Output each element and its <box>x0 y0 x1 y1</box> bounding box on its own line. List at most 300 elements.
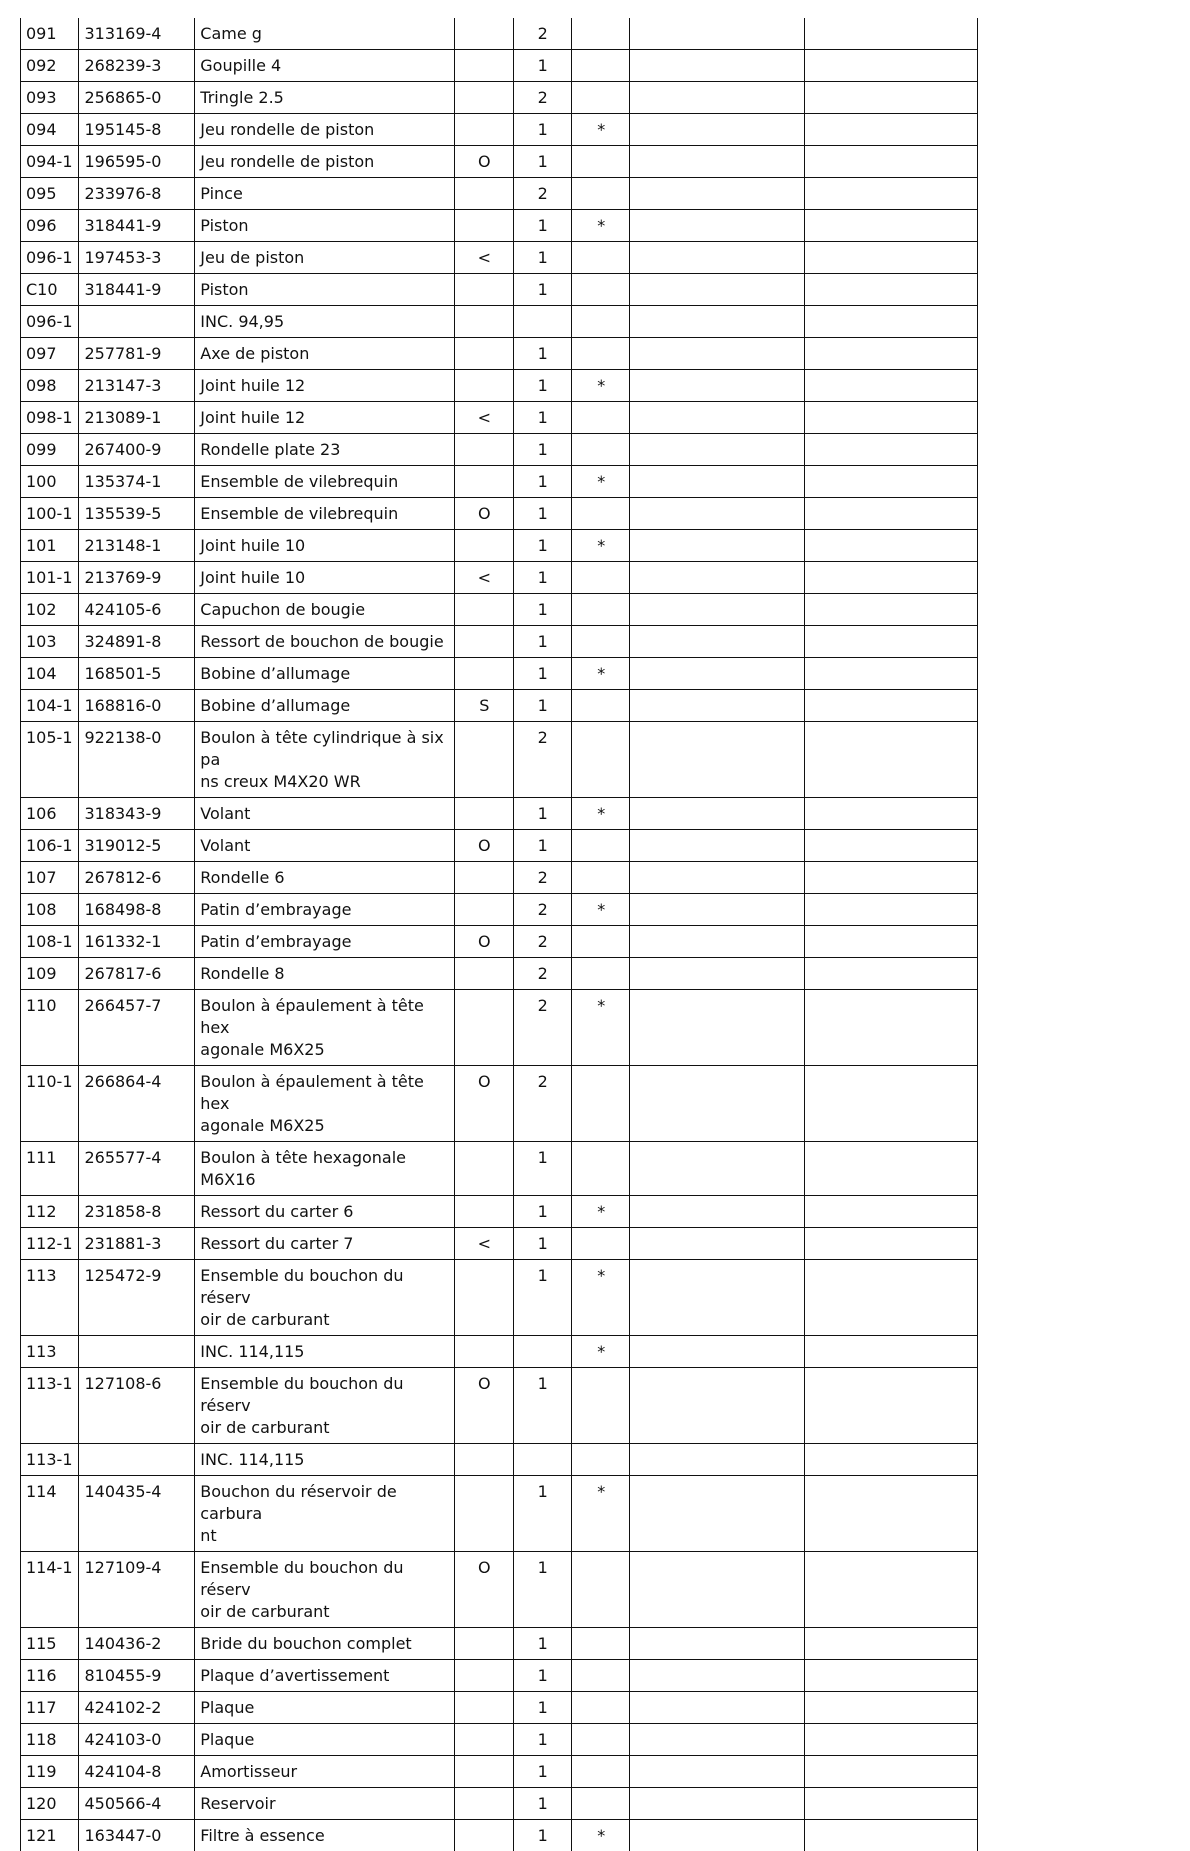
quantity-cell: 1 <box>513 402 571 434</box>
description-cell: Boulon à tête cylindrique à six pa ns creux M4X20 WR <box>195 722 455 798</box>
table-row <box>21 658 978 690</box>
ref-cell: 095 <box>21 178 79 210</box>
empty-cell <box>804 530 977 562</box>
ref-cell: 112 <box>21 1196 79 1228</box>
empty-cell <box>630 562 804 594</box>
empty-cell <box>630 658 804 690</box>
symbol-cell <box>455 722 513 798</box>
empty-cell <box>630 466 804 498</box>
table-row <box>21 1552 978 1628</box>
table-row <box>21 402 978 434</box>
description-cell: INC. 114,115 <box>195 1444 455 1476</box>
symbol-cell <box>455 1142 513 1196</box>
empty-cell <box>804 274 977 306</box>
mark-cell <box>572 306 630 338</box>
description-cell: Ressort de bouchon de bougie <box>195 626 455 658</box>
part-number-cell: 318343-9 <box>79 798 195 830</box>
part-number-cell: 319012-5 <box>79 830 195 862</box>
part-number-cell: 265577-4 <box>79 1142 195 1196</box>
table-row <box>21 1628 978 1660</box>
quantity-cell: 1 <box>513 1692 571 1724</box>
ref-cell: 108-1 <box>21 926 79 958</box>
empty-cell <box>804 1692 977 1724</box>
part-number-cell: 267812-6 <box>79 862 195 894</box>
empty-cell <box>630 594 804 626</box>
empty-cell <box>630 370 804 402</box>
part-number-cell: 268239-3 <box>79 50 195 82</box>
quantity-cell: 1 <box>513 626 571 658</box>
mark-cell <box>572 626 630 658</box>
part-number-cell: 135374-1 <box>79 466 195 498</box>
description-cell: Ensemble du bouchon du réserv oir de carburant <box>195 1260 455 1336</box>
quantity-cell: 1 <box>513 1228 571 1260</box>
mark-cell <box>572 1552 630 1628</box>
ref-cell: 096 <box>21 210 79 242</box>
empty-cell <box>630 1820 804 1851</box>
empty-cell <box>804 1260 977 1336</box>
description-cell: INC. 94,95 <box>195 306 455 338</box>
quantity-cell: 1 <box>513 242 571 274</box>
empty-cell <box>630 626 804 658</box>
part-number-cell: 233976-8 <box>79 178 195 210</box>
empty-cell <box>630 146 804 178</box>
symbol-cell <box>455 1692 513 1724</box>
symbol-cell: O <box>455 1066 513 1142</box>
part-number-cell: 168501-5 <box>79 658 195 690</box>
empty-cell <box>630 434 804 466</box>
part-number-cell: 450566-4 <box>79 1788 195 1820</box>
quantity-cell: 1 <box>513 798 571 830</box>
description-cell: Rondelle 6 <box>195 862 455 894</box>
empty-cell <box>630 1368 804 1444</box>
mark-cell <box>572 1628 630 1660</box>
table-row <box>21 1724 978 1756</box>
mark-cell <box>572 402 630 434</box>
empty-cell <box>804 18 977 50</box>
part-number-cell: 196595-0 <box>79 146 195 178</box>
empty-cell <box>804 210 977 242</box>
description-cell: Ressort du carter 6 <box>195 1196 455 1228</box>
empty-cell <box>804 1552 977 1628</box>
description-cell: Came g <box>195 18 455 50</box>
symbol-cell <box>455 1724 513 1756</box>
symbol-cell <box>455 1444 513 1476</box>
ref-cell: 113 <box>21 1336 79 1368</box>
symbol-cell: < <box>455 402 513 434</box>
table-row <box>21 82 978 114</box>
ref-cell: 099 <box>21 434 79 466</box>
empty-cell <box>630 402 804 434</box>
symbol-cell <box>455 990 513 1066</box>
mark-cell: * <box>572 990 630 1066</box>
mark-cell <box>572 434 630 466</box>
ref-cell: 100-1 <box>21 498 79 530</box>
table-row <box>21 18 978 50</box>
empty-cell <box>804 1336 977 1368</box>
empty-cell <box>630 926 804 958</box>
part-number-cell: 318441-9 <box>79 274 195 306</box>
table-row <box>21 722 978 798</box>
part-number-cell: 135539-5 <box>79 498 195 530</box>
quantity-cell: 1 <box>513 1724 571 1756</box>
quantity-cell: 1 <box>513 1368 571 1444</box>
quantity-cell: 2 <box>513 862 571 894</box>
mark-cell: * <box>572 210 630 242</box>
symbol-cell <box>455 370 513 402</box>
table-row <box>21 990 978 1066</box>
empty-cell <box>630 178 804 210</box>
empty-cell <box>630 50 804 82</box>
quantity-cell: 1 <box>513 114 571 146</box>
empty-cell <box>804 562 977 594</box>
table-row <box>21 1142 978 1196</box>
mark-cell: * <box>572 1820 630 1851</box>
symbol-cell: S <box>455 690 513 722</box>
mark-cell <box>572 1788 630 1820</box>
symbol-cell <box>455 434 513 466</box>
mark-cell <box>572 1368 630 1444</box>
description-cell: Joint huile 12 <box>195 370 455 402</box>
description-cell: Plaque <box>195 1692 455 1724</box>
ref-cell: 117 <box>21 1692 79 1724</box>
description-cell: Ensemble du bouchon du réserv oir de carburant <box>195 1368 455 1444</box>
symbol-cell: O <box>455 1552 513 1628</box>
empty-cell <box>630 690 804 722</box>
mark-cell <box>572 830 630 862</box>
mark-cell: * <box>572 1476 630 1552</box>
empty-cell <box>630 1066 804 1142</box>
empty-cell <box>804 1788 977 1820</box>
symbol-cell: O <box>455 926 513 958</box>
mark-cell <box>572 958 630 990</box>
empty-cell <box>804 50 977 82</box>
empty-cell <box>804 306 977 338</box>
quantity-cell: 1 <box>513 1552 571 1628</box>
description-cell: Goupille 4 <box>195 50 455 82</box>
ref-cell: 106-1 <box>21 830 79 862</box>
empty-cell <box>804 1444 977 1476</box>
empty-cell <box>630 1260 804 1336</box>
table-row <box>21 594 978 626</box>
quantity-cell: 1 <box>513 1196 571 1228</box>
part-number-cell: 127108-6 <box>79 1368 195 1444</box>
part-number-cell: 168498-8 <box>79 894 195 926</box>
empty-cell <box>630 18 804 50</box>
symbol-cell <box>455 338 513 370</box>
description-cell: Bobine d’allumage <box>195 690 455 722</box>
quantity-cell: 1 <box>513 1628 571 1660</box>
table-row <box>21 530 978 562</box>
empty-cell <box>804 114 977 146</box>
mark-cell: * <box>572 370 630 402</box>
table-row <box>21 1228 978 1260</box>
ref-cell: 115 <box>21 1628 79 1660</box>
empty-cell <box>630 1444 804 1476</box>
description-cell: Amortisseur <box>195 1756 455 1788</box>
symbol-cell <box>455 210 513 242</box>
description-cell: Ensemble de vilebrequin <box>195 498 455 530</box>
symbol-cell: O <box>455 1368 513 1444</box>
description-cell: Plaque <box>195 1724 455 1756</box>
description-cell: Bride du bouchon complet <box>195 1628 455 1660</box>
ref-cell: 110-1 <box>21 1066 79 1142</box>
ref-cell: 101 <box>21 530 79 562</box>
table-row <box>21 466 978 498</box>
symbol-cell <box>455 530 513 562</box>
part-number-cell: 213089-1 <box>79 402 195 434</box>
mark-cell <box>572 1228 630 1260</box>
description-cell: Ensemble du bouchon du réserv oir de carburant <box>195 1552 455 1628</box>
symbol-cell <box>455 626 513 658</box>
quantity-cell: 1 <box>513 1820 571 1851</box>
part-number-cell: 163447-0 <box>79 1820 195 1851</box>
empty-cell <box>804 1756 977 1788</box>
part-number-cell: 213769-9 <box>79 562 195 594</box>
empty-cell <box>630 498 804 530</box>
ref-cell: 113-1 <box>21 1368 79 1444</box>
symbol-cell <box>455 1660 513 1692</box>
mark-cell: * <box>572 114 630 146</box>
table-row <box>21 1756 978 1788</box>
table-row <box>21 146 978 178</box>
quantity-cell: 2 <box>513 990 571 1066</box>
symbol-cell <box>455 1476 513 1552</box>
part-number-cell: 324891-8 <box>79 626 195 658</box>
symbol-cell <box>455 1820 513 1851</box>
mark-cell <box>572 690 630 722</box>
empty-cell <box>630 338 804 370</box>
quantity-cell <box>513 1336 571 1368</box>
table-row <box>21 338 978 370</box>
description-cell: Ensemble de vilebrequin <box>195 466 455 498</box>
part-number-cell: 424105-6 <box>79 594 195 626</box>
ref-cell: 103 <box>21 626 79 658</box>
empty-cell <box>804 434 977 466</box>
quantity-cell: 1 <box>513 274 571 306</box>
table-row <box>21 242 978 274</box>
quantity-cell: 2 <box>513 178 571 210</box>
parts-table <box>20 18 978 1851</box>
ref-cell: 111 <box>21 1142 79 1196</box>
table-row <box>21 798 978 830</box>
table-row <box>21 894 978 926</box>
mark-cell <box>572 146 630 178</box>
empty-cell <box>804 1368 977 1444</box>
mark-cell <box>572 498 630 530</box>
mark-cell: * <box>572 894 630 926</box>
ref-cell: 098-1 <box>21 402 79 434</box>
description-cell: Joint huile 10 <box>195 530 455 562</box>
empty-cell <box>630 1476 804 1552</box>
table-row <box>21 1692 978 1724</box>
ref-cell: 102 <box>21 594 79 626</box>
quantity-cell: 1 <box>513 434 571 466</box>
quantity-cell: 1 <box>513 146 571 178</box>
part-number-cell: 213147-3 <box>79 370 195 402</box>
ref-cell: 112-1 <box>21 1228 79 1260</box>
description-cell: Rondelle 8 <box>195 958 455 990</box>
mark-cell <box>572 1756 630 1788</box>
ref-cell: 105-1 <box>21 722 79 798</box>
ref-cell: 100 <box>21 466 79 498</box>
ref-cell: 118 <box>21 1724 79 1756</box>
mark-cell <box>572 1444 630 1476</box>
mark-cell <box>572 1066 630 1142</box>
part-number-cell: 424103-0 <box>79 1724 195 1756</box>
ref-cell: 094-1 <box>21 146 79 178</box>
symbol-cell <box>455 1788 513 1820</box>
ref-cell: 107 <box>21 862 79 894</box>
empty-cell <box>630 990 804 1066</box>
ref-cell: 093 <box>21 82 79 114</box>
empty-cell <box>630 82 804 114</box>
quantity-cell: 1 <box>513 50 571 82</box>
empty-cell <box>630 1788 804 1820</box>
symbol-cell <box>455 1336 513 1368</box>
description-cell: Joint huile 12 <box>195 402 455 434</box>
empty-cell <box>804 402 977 434</box>
ref-cell: 120 <box>21 1788 79 1820</box>
empty-cell <box>804 626 977 658</box>
table-row <box>21 50 978 82</box>
symbol-cell: O <box>455 830 513 862</box>
ref-cell: 114-1 <box>21 1552 79 1628</box>
description-cell: Bouchon du réservoir de carbura nt <box>195 1476 455 1552</box>
empty-cell <box>630 1724 804 1756</box>
quantity-cell: 1 <box>513 562 571 594</box>
empty-cell <box>804 594 977 626</box>
ref-cell: 104 <box>21 658 79 690</box>
mark-cell <box>572 562 630 594</box>
empty-cell <box>630 114 804 146</box>
table-row <box>21 626 978 658</box>
empty-cell <box>630 722 804 798</box>
mark-cell: * <box>572 1196 630 1228</box>
ref-cell: 109 <box>21 958 79 990</box>
part-number-cell: 168816-0 <box>79 690 195 722</box>
empty-cell <box>804 894 977 926</box>
table-row <box>21 1788 978 1820</box>
mark-cell: * <box>572 1336 630 1368</box>
empty-cell <box>804 1228 977 1260</box>
quantity-cell: 2 <box>513 894 571 926</box>
quantity-cell: 1 <box>513 498 571 530</box>
part-number-cell <box>79 1336 195 1368</box>
quantity-cell: 1 <box>513 1756 571 1788</box>
empty-cell <box>630 1552 804 1628</box>
mark-cell <box>572 242 630 274</box>
ref-cell: 114 <box>21 1476 79 1552</box>
mark-cell <box>572 1660 630 1692</box>
empty-cell <box>804 146 977 178</box>
mark-cell: * <box>572 1260 630 1336</box>
quantity-cell: 1 <box>513 1788 571 1820</box>
quantity-cell: 1 <box>513 690 571 722</box>
empty-cell <box>804 242 977 274</box>
symbol-cell <box>455 1196 513 1228</box>
empty-cell <box>630 1628 804 1660</box>
description-cell: Piston <box>195 210 455 242</box>
part-number-cell: 125472-9 <box>79 1260 195 1336</box>
description-cell: Ressort du carter 7 <box>195 1228 455 1260</box>
table-row <box>21 370 978 402</box>
empty-cell <box>804 658 977 690</box>
empty-cell <box>804 722 977 798</box>
mark-cell <box>572 178 630 210</box>
mark-cell <box>572 274 630 306</box>
description-cell: Boulon à tête hexagonale M6X16 <box>195 1142 455 1196</box>
quantity-cell: 1 <box>513 466 571 498</box>
quantity-cell: 1 <box>513 830 571 862</box>
empty-cell <box>630 530 804 562</box>
symbol-cell <box>455 50 513 82</box>
quantity-cell: 1 <box>513 210 571 242</box>
empty-cell <box>804 798 977 830</box>
empty-cell <box>804 1066 977 1142</box>
empty-cell <box>804 178 977 210</box>
ref-cell: 119 <box>21 1756 79 1788</box>
symbol-cell <box>455 466 513 498</box>
symbol-cell <box>455 1756 513 1788</box>
symbol-cell: O <box>455 146 513 178</box>
part-number-cell <box>79 306 195 338</box>
mark-cell <box>572 18 630 50</box>
empty-cell <box>630 1756 804 1788</box>
ref-cell: 110 <box>21 990 79 1066</box>
mark-cell <box>572 926 630 958</box>
description-cell: Volant <box>195 830 455 862</box>
description-cell: Filtre à essence <box>195 1820 455 1851</box>
table-row <box>21 1660 978 1692</box>
empty-cell <box>630 242 804 274</box>
part-number-cell: 127109-4 <box>79 1552 195 1628</box>
mark-cell: * <box>572 798 630 830</box>
empty-cell <box>804 1660 977 1692</box>
empty-cell <box>804 926 977 958</box>
empty-cell <box>804 498 977 530</box>
quantity-cell: 1 <box>513 1142 571 1196</box>
table-row <box>21 1066 978 1142</box>
description-cell: INC. 114,115 <box>195 1336 455 1368</box>
quantity-cell <box>513 306 571 338</box>
symbol-cell <box>455 658 513 690</box>
empty-cell <box>630 1660 804 1692</box>
ref-cell: 113-1 <box>21 1444 79 1476</box>
symbol-cell: < <box>455 1228 513 1260</box>
part-number-cell <box>79 1444 195 1476</box>
part-number-cell: 267817-6 <box>79 958 195 990</box>
description-cell: Jeu rondelle de piston <box>195 114 455 146</box>
empty-cell <box>804 958 977 990</box>
description-cell: Jeu rondelle de piston <box>195 146 455 178</box>
empty-cell <box>630 798 804 830</box>
table-row <box>21 306 978 338</box>
table-row <box>21 830 978 862</box>
table-row <box>21 1476 978 1552</box>
empty-cell <box>630 958 804 990</box>
part-number-cell: 318441-9 <box>79 210 195 242</box>
part-number-cell: 257781-9 <box>79 338 195 370</box>
table-row <box>21 1336 978 1368</box>
symbol-cell <box>455 798 513 830</box>
mark-cell <box>572 594 630 626</box>
empty-cell <box>804 1476 977 1552</box>
empty-cell <box>804 466 977 498</box>
ref-cell: 094 <box>21 114 79 146</box>
table-row <box>21 1260 978 1336</box>
ref-cell: C10 <box>21 274 79 306</box>
description-cell: Joint huile 10 <box>195 562 455 594</box>
